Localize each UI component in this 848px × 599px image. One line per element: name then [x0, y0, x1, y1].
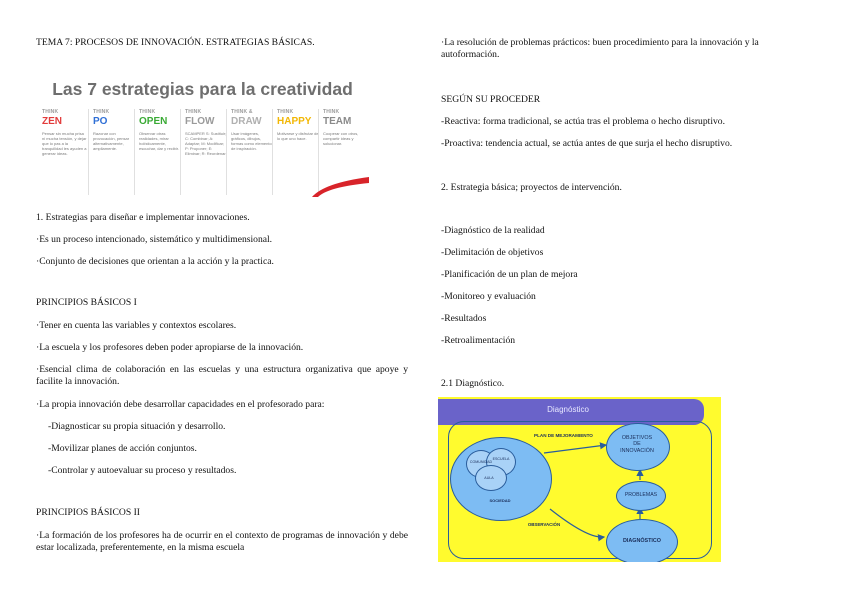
section-1-heading: 1. Estrategias para diseñar e implementar innovaciones. — [36, 212, 250, 223]
strategy-word: OPEN — [139, 116, 168, 127]
strategy-word: TEAM — [323, 116, 352, 127]
strategy-desc: Razonar con provocación, pensar alternativamente, ampliamente. — [93, 131, 130, 151]
step-item: -Diagnóstico de la realidad — [441, 225, 545, 236]
strategy-desc: Cooperar con otros, compartir ideas y solucionar. — [323, 131, 359, 146]
strategy-word: FLOW — [185, 116, 215, 127]
sociedad-label: SOCIEDAD — [489, 498, 511, 503]
strategy-desc: Motivarse y disfrutar de lo que uno hace. — [277, 131, 319, 141]
principios-1-title: PRINCIPIOS BÁSICOS I — [36, 297, 137, 308]
observacion-label: OBSERVACIÓN — [527, 522, 561, 527]
strategy-desc: Observar otras realidades, mirar holísticamente, escuchar, dar y recibir. — [139, 131, 180, 151]
step-item: -Retroalimentación — [441, 335, 516, 346]
diagnostico-diagram — [438, 397, 721, 562]
step-item: -Delimitación de objetivos — [441, 247, 544, 258]
objetivos-line: DE — [633, 441, 641, 448]
escuela-label: ESCUELA — [492, 457, 510, 461]
right-intro: ·La resolución de problemas prácticos: buen procedimiento para la innovación y la autoformación. — [441, 37, 759, 60]
principios-1-item: ·La escuela y los profesores deben poder apropiarse de la innovación. — [36, 342, 304, 353]
principios-1-item: ·Tener en cuenta las variables y contextos escolares. — [36, 320, 237, 331]
section-1-item: ·Conjunto de decisiones que orientan a la acción y la practica. — [36, 256, 274, 267]
step-item: -Monitoreo y evaluación — [441, 291, 536, 302]
think-label: THINK — [42, 109, 59, 115]
proceder-title: SEGÚN SU PROCEDER — [441, 94, 541, 105]
section-1-item: ·Es un proceso intencionado, sistemático y multidimensional. — [36, 234, 273, 245]
comunidad-label: COMUNIDAD — [469, 460, 493, 464]
step-item: -Planificación de un plan de mejora — [441, 269, 578, 280]
think-label: THINK — [185, 109, 202, 115]
section-2-heading: 2. Estrategia básica; proyectos de intervención. — [441, 182, 622, 193]
objetivos-line: INNOVACIÓN — [620, 447, 654, 454]
principios-2-item: ·La formación de los profesores ha de ocurrir en el contexto de programas de innovación y debe estar localizada, preferentemente, en la misma escuela — [36, 530, 408, 553]
principios-2-title: PRINCIPIOS BÁSICOS II — [36, 507, 140, 518]
proceder-item: -Reactiva: forma tradicional, se actúa tras el problema o hecho disruptivo. — [441, 116, 725, 127]
step-item: -Resultados — [441, 313, 487, 324]
infographic-title: Las 7 estrategias para la creatividad — [52, 79, 353, 99]
strategy-desc: SCAMPER S: Sustituir; C: Combinar; A: Adaptar; M: Modificar; P: Proponer; E: Eliminar; R: Reordenar. — [185, 131, 227, 156]
strategy-desc: Usar imágenes, gráficos, dibujos, formas como elemento de inspiración. — [231, 131, 272, 151]
objetivos-line: OBJETIVOS — [621, 435, 653, 441]
think-label: THINK — [93, 109, 110, 115]
principios-1-item: ·La propia innovación debe desarrollar capacidades en el profesorado para: — [36, 399, 325, 410]
strategy-desc: Pensar sin mucha prisa ni mucha tensión, y dejar que lo pas a la tranquilidad les ayuden a generar ideas. — [42, 131, 87, 156]
strategy-word: HAPPY — [277, 116, 312, 127]
strategy-word: PO — [93, 116, 108, 127]
proceder-item: -Proactiva: tendencia actual, se actúa antes de que surja el hecho disruptivo. — [441, 138, 733, 149]
red-swoosh-decoration — [36, 71, 369, 197]
diagram-header: Diagnóstico — [547, 405, 589, 414]
problemas-label: PROBLEMAS — [624, 492, 658, 498]
principios-1-subitem: -Movilizar planes de acción conjuntos. — [48, 443, 197, 454]
think-label: THINK & — [231, 109, 253, 115]
plan-label: PLAN DE MEJORAMIENTO — [534, 433, 593, 438]
principios-1-item: ·Esencial clima de colaboración en las escuelas y una estructura organizativa que apoye y facilite la innovación. — [36, 364, 408, 387]
section-2-1-heading: 2.1 Diagnóstico. — [441, 378, 505, 389]
creativity-infographic — [36, 71, 369, 197]
think-label: THINK — [139, 109, 156, 115]
diagnostico-label: DIAGNÓSTICO — [622, 538, 662, 544]
think-label: THINK — [323, 109, 340, 115]
principios-1-subitem: -Controlar y autoevaluar su proceso y resultados. — [48, 465, 237, 476]
objetivos-label — [608, 435, 666, 454]
principios-1-subitem: -Diagnosticar su propia situación y desarrollo. — [48, 421, 226, 432]
strategy-word: DRAW — [231, 116, 262, 127]
left-title: TEMA 7: PROCESOS DE INNOVACIÓN. ESTRATEGIAS BÁSICAS. — [36, 37, 315, 48]
aula-label: AULA — [484, 476, 494, 480]
think-label: THINK — [277, 109, 294, 115]
strategy-word: ZEN — [42, 116, 62, 127]
